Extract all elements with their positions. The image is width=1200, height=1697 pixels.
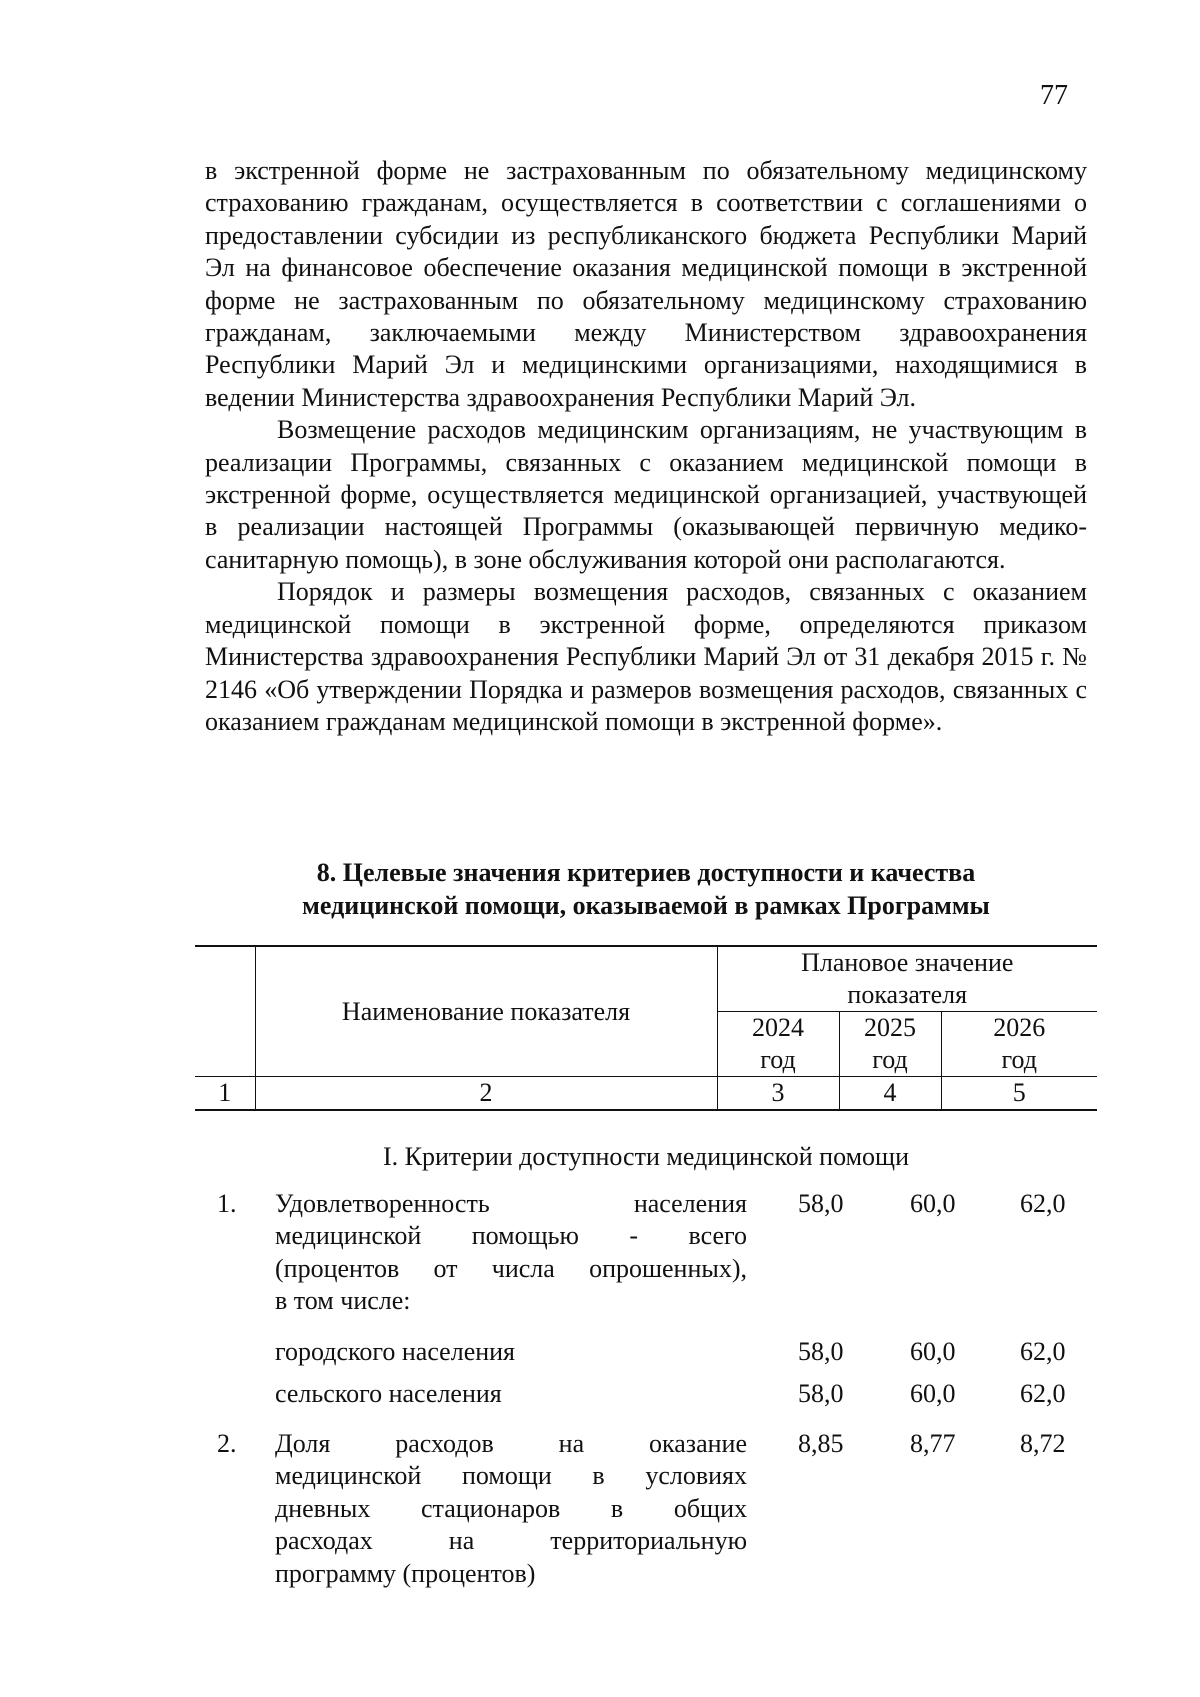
value-2024: 8,85 — [798, 1429, 844, 1458]
row-number: 2. — [217, 1429, 237, 1458]
planned-value-header — [717, 946, 1097, 1012]
indicator-name: Удовлетворенность населения медицинской помощью - всего (процентов от числа опрошенных), в том числе: — [275, 1189, 747, 1316]
body-text — [205, 155, 1087, 738]
paragraph: в экстренной форме не застрахованным по обязательному медицинскому страхованию гражданам, осуществляется в соответствии с соглашениями о предоставлении субсидии из республиканского бюджета Республики Марий Эл на финансовое обеспечение оказания медицинской помощи в экстренной форме не застрахованным по обязательному медицинскому страхованию гражданам, заключаемыми между Министерством здравоохранения Республики Марий Эл и медицинскими организациями, находящимися в ведении Министерства здравоохранения Республики Марий Эл. — [205, 156, 1087, 412]
section-I-title: I. Критерии доступности медицинской помощи — [383, 1142, 909, 1171]
planned-value-line: Плановое значение — [801, 948, 1014, 977]
year-header-2024: 2024 год — [717, 1012, 839, 1077]
value-2025: 60,0 — [910, 1379, 956, 1408]
column-number: 2 — [255, 1077, 717, 1111]
value-2024: 58,0 — [798, 1337, 844, 1366]
row-number: 1. — [217, 1189, 237, 1218]
indicator-name: Доля расходов на оказание медицинской помощи в условиях дневных стационаров в общих расходах на территориальную программу (процентов) — [275, 1429, 747, 1588]
section-heading — [205, 856, 1087, 922]
section-heading-line: 8. Целевые значения критериев доступности и качества — [316, 858, 976, 887]
planned-value-line: показателя — [847, 980, 968, 1009]
column-number: 4 — [839, 1077, 941, 1111]
criteria-table-header — [195, 945, 1097, 1111]
paragraph: Возмещение расходов медицинским организациям, не участвующим в реализации Программы, связанных с оказанием медицинской помощи в экстренной форме, осуществляется медицинской организацией, участвующей в реализации настоящей Программы (оказывающей первичную медико-санитарную помощь), в зоне обслуживания которой они располагаются. — [205, 415, 1087, 574]
section-heading-line: медицинской помощи, оказываемой в рамках Программы — [302, 891, 990, 920]
column-number: 1 — [195, 1077, 255, 1111]
column-number: 3 — [717, 1077, 839, 1111]
value-2024: 58,0 — [798, 1189, 844, 1218]
value-2026: 62,0 — [1020, 1379, 1066, 1408]
value-2025: 60,0 — [910, 1337, 956, 1366]
year-header-2025: 2025 год — [839, 1012, 941, 1077]
value-2026: 62,0 — [1020, 1189, 1066, 1218]
year-header-2026: 2026 год — [941, 1012, 1097, 1077]
paragraph: Порядок и размеры возмещения расходов, связанных с оказанием медицинской помощи в экстренной форме, определяются приказом Министерства здравоохранения Республики Марий Эл от 31 декабря 2015 г. № 2146 «Об утверждении Порядка и размеров возмещения расходов, связанных с оказанием гражданам медицинской помощи в экстренной форме». — [205, 577, 1087, 736]
value-2026: 8,72 — [1020, 1429, 1066, 1458]
indicator-name: сельского населения — [275, 1379, 502, 1408]
row-number-header — [195, 946, 255, 1077]
indicator-name-header: Наименование показателя — [255, 946, 717, 1077]
indicator-name: городского населения — [275, 1337, 516, 1366]
value-2025: 8,77 — [910, 1429, 956, 1458]
page-number: 77 — [1040, 80, 1068, 111]
value-2026: 62,0 — [1020, 1337, 1066, 1366]
column-number: 5 — [941, 1077, 1097, 1111]
value-2024: 58,0 — [798, 1379, 844, 1408]
value-2025: 60,0 — [910, 1189, 956, 1218]
